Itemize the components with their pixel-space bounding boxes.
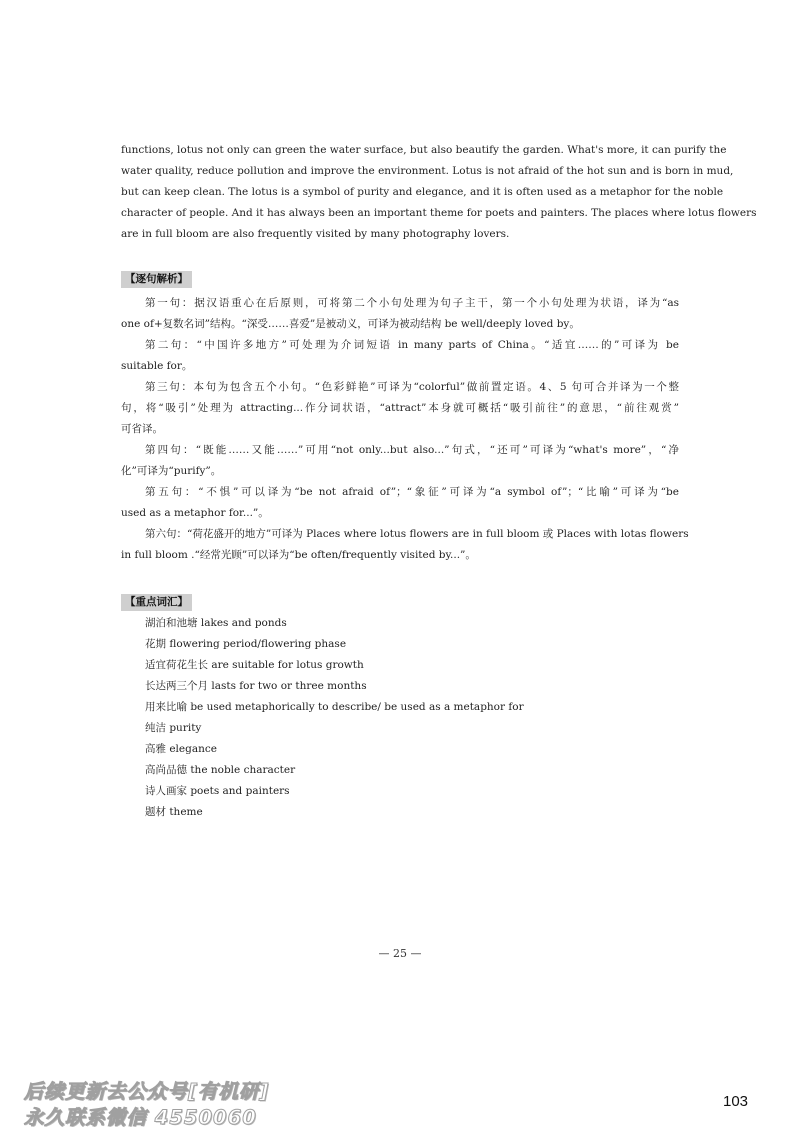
analysis-header: 【逐句解析】 xyxy=(121,271,192,288)
analysis-line: 第五句：“不惧”可以译为“be not afraid of”；“象征”可译为“a symbol of”；“比喻”可译为“be xyxy=(145,486,679,498)
analysis-line: 第二句：“中国许多地方”可处理为介词短语 in many parts of China。“适宜……的”可译为 be xyxy=(145,339,679,351)
analysis-line: 第一句：据汉语重心在后原则，可将第二个小句处理为句子主干，第一个小句处理为状语，译为“as xyxy=(145,297,679,309)
vocab-item: 题材 theme xyxy=(145,806,203,818)
vocab-item: 高雅 elegance xyxy=(145,743,217,755)
analysis-line: suitable for。 xyxy=(121,360,193,372)
analysis-line: 第四句：“既能……又能……”可用“not only...but also...”句式，“还可”可译为“what's more”，“净 xyxy=(145,444,679,456)
page-badge: 103 xyxy=(723,1093,749,1110)
analysis-line: 可省译。 xyxy=(121,423,163,435)
vocab-header: 【重点词汇】 xyxy=(121,594,192,611)
vocab-item: 适宜荷花生长 are suitable for lotus growth xyxy=(145,659,364,671)
vocab-item: 花期 flowering period/flowering phase xyxy=(145,638,347,650)
vocab-item: 高尚品德 the noble character xyxy=(145,764,296,776)
paragraph-line: water quality, reduce pollution and improve the environment. Lotus is not afraid of the hot sun and is born in mud, xyxy=(121,165,734,177)
vocab-item: 纯洁 purity xyxy=(145,722,202,734)
analysis-line: 化”可译为“purify”。 xyxy=(121,465,222,477)
analysis-line: 句，将“吸引”处理为 attracting...作分词状语，“attract”本身就可概括“吸引前往”的意思，“前往观赏” xyxy=(121,402,679,414)
analysis-line: used as a metaphor for...”。 xyxy=(121,507,269,519)
analysis-line: in full bloom .“经常光顾”可以译为“be often/frequently visited by...”。 xyxy=(121,549,476,561)
watermark-line: 永久联系微信 4550060 xyxy=(24,1106,257,1129)
paragraph-line: functions, lotus not only can green the water surface, but also beautify the garden. What's more, it can purify the xyxy=(121,144,727,156)
analysis-line: 第六句：“荷花盛开的地方”可译为 Places where lotus flowers are in full bloom 或 Places with lotas flowers xyxy=(145,528,689,540)
vocab-item: 诗人画家 poets and painters xyxy=(145,785,290,797)
analysis-line: 第三句：本句为包含五个小句。“色彩鲜艳”可译为“colorful”做前置定语。4、5 句可合并译为一个整 xyxy=(145,381,679,393)
vocab-item: 湖泊和池塘 lakes and ponds xyxy=(145,617,287,629)
page-number: — 25 — xyxy=(378,947,422,960)
paragraph-line: character of people. And it has always been an important theme for poets and painters. The places where lotus flowers xyxy=(121,207,757,219)
paragraph-line: are in full bloom are also frequently visited by many photography lovers. xyxy=(121,228,510,240)
paragraph-line: but can keep clean. The lotus is a symbol of purity and elegance, and it is often used as a metaphor for the noble xyxy=(121,186,724,198)
vocab-item: 用来比喻 be used metaphorically to describe/ be used as a metaphor for xyxy=(145,701,524,713)
vocab-item: 长达两三个月 lasts for two or three months xyxy=(145,680,367,692)
watermark-line: 后续更新去公众号[有机研] xyxy=(24,1080,270,1103)
analysis-line: one of+复数名词”结构。“深受……喜爱”是被动义，可译为被动结构 be well/deeply loved by。 xyxy=(121,318,580,330)
